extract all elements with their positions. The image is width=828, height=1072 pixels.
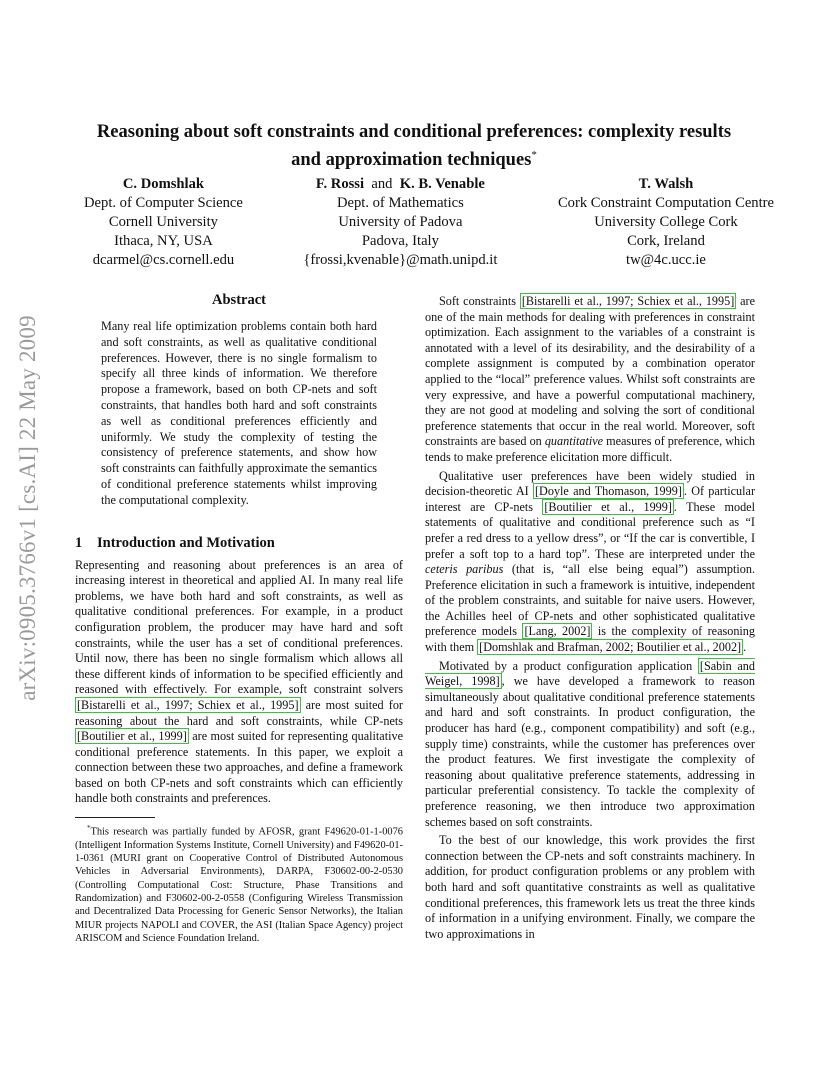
author-place: Cork, Ireland <box>627 233 705 249</box>
body-paragraph: To the best of our knowledge, this work provides the first connection between the CP-nets and soft constraints machinery. In addition, for product configuration problems or any problem with both hard and soft quantitative constraints as well as qualitative conditional preferences, this framework lets us treat the three kinds of information in a unifying environment. Finally, we compare the two approximations in <box>425 833 755 941</box>
section-heading <box>75 535 403 552</box>
citation-link[interactable]: [Boutilier et al., 1999] <box>77 729 187 744</box>
author-place: Padova, Italy <box>361 233 439 249</box>
citation-link[interactable]: [Bistarelli et al., 1997; Schiex et al., 1995] <box>77 697 299 712</box>
author-email: tw@4c.ucc.ie <box>626 252 706 268</box>
footnote-rule <box>75 817 155 818</box>
author-name: T. Walsh <box>638 176 694 192</box>
author-university: Cornell University <box>108 214 218 230</box>
author-dept: Dept. of Mathematics <box>336 195 464 211</box>
arxiv-stamp <box>8 268 48 748</box>
author-dept: Dept. of Computer Science <box>84 195 243 211</box>
citation-link[interactable]: [Bistarelli et al., 1997; Schiex et al., 1995] <box>521 294 735 308</box>
title-footnote-marker: * <box>531 149 537 161</box>
funding-footnote: *This research was partially funded by AFOSR, grant F49620-01-1-0076 (Intelligent Information Systems Institute, Cornell University) and F49620-01-1-0361 (MURI grant on Cooperative Control of Distributed Autonomous Vehicles in Adversarial Environments), DARPA, F30602-00-2-0530 (Controlling Computational Cost: Structure, Phase Transitions and Randomization) and F30602-00-2-0558 (Configuring Wireless Transmission and Decentralized Data Processing for Generic Sensor Networks), the Italian MIUR projects NAPOLI and COVER, the ASI (Italian Space Agency) project ARISCOM and Science Foundation Ireland. <box>75 824 403 944</box>
abstract-text: Many real life optimization problems contain both hard and soft constraints, as well as qualitative conditional preferences. However, there is no single formalism to specify all three kinds of information. We therefore propose a framework, based on both CP-nets and soft constraints, that handles both hard and soft constraints as well as conditional preferences efficiently and uniformly. We study the complexity of testing the consistency of preference statements, and show how soft constraints can faithfully approximate the semantics of conditional preference statements whilst improving the computational complexity. <box>101 319 377 507</box>
left-column <box>75 292 403 945</box>
paper-title <box>60 121 768 172</box>
section-title: Introduction and Motivation <box>97 534 275 551</box>
intro-paragraph: Representing and reasoning about preferences is an area of increasing interest in theoretical and applied AI. In many real life problems, we have both hard and soft constraints, as well as qualitative conditional preferences. For example, in a product configuration problem, the producer may have hard and soft constraints, while the user has a set of conditional preferences. Until now, there has been no single formalism which allows all these different kinds of information to be specified efficiently and reasoned with effectively. For example, soft constraint solvers [Bistarelli et al., 1997; Schiex et al., 1995] are most suited for reasoning about the hard and soft constraints, while CP-nets [Boutilier et al., 1999] are most suited for representing qualitative conditional preference statements. In this paper, we exploit a connection between these two approaches, and define a framework based on both CP-nets and soft constraints which can efficiently handle both constraints and preferences. <box>75 557 403 806</box>
body-paragraph: Qualitative user preferences have been widely studied in decision-theoretic AI [Doyle and Thomason, 1999] . Of particular interest are CP-nets [Boutilier et al., 1999] . These model statements of qualitative and conditional preference such as “I prefer a red dress to a yellow dress”, or “If the car is convertible, I prefer a soft top to a hard top”. These are interpreted under the ceteris paribus (that is, “all else being equal”) assumption. Preference elicitation in such a framework is intuitive, independent of the problem constraints, and suitable for naive users. However, the Achilles heel of CP-nets and other sophisticated qualitative preference models [Lang, 2002] is the complexity of reasoning with them [Domshlak and Brafman, 2002; Boutilier et al., 2002] . <box>425 468 755 655</box>
author-university: University College Cork <box>594 214 738 230</box>
author-place: Ithaca, NY, USA <box>114 233 213 249</box>
section-number: 1 <box>75 534 83 551</box>
author-email: dcarmel@cs.cornell.edu <box>92 252 235 268</box>
author-list <box>84 175 774 270</box>
arxiv-identifier: arXiv:0905.3766v1 [cs.AI] 22 May 2009 <box>15 315 41 701</box>
author-university: University of Padova <box>338 214 463 230</box>
author-name: F. Rossi and K. B. Venable <box>315 176 485 192</box>
title-line-2: and approximation techniques* <box>291 149 537 171</box>
author-name: C. Domshlak <box>122 176 204 192</box>
citation-link[interactable]: [Boutilier et al., 1999] <box>544 499 672 514</box>
citation-link[interactable]: [Doyle and Thomason, 1999] <box>535 484 682 499</box>
author-email: {frossi,kvenable}@math.unipd.it <box>303 252 498 268</box>
citation-link[interactable]: [Domshlak and Brafman, 2002; Boutilier et al., 2002] <box>479 640 742 655</box>
abstract-heading: Abstract <box>212 292 266 308</box>
citation-link[interactable]: [Sabin and Weigel, 1998] <box>425 658 755 689</box>
body-paragraph: Motivated by a product configuration application [Sabin and Weigel, 1998] , we have developed a framework to reason simultaneously about qualitative conditional preference statements and hard and soft constraints. In product configuration, the producer has hard (e.g., component compatibility) and soft (e.g., supply time) constraints, while the customer has preferences over the product features. We first investigate the complexity of reasoning about qualitative preference statements, addressing in particular preferential consistency. To tackle the complexity of preference reasoning, we then introduce two approximation schemes based on soft constraints. <box>425 658 755 829</box>
author-rossi-venable <box>303 175 497 270</box>
author-walsh <box>558 175 774 270</box>
author-dept: Cork Constraint Computation Centre <box>557 195 774 211</box>
citation-link[interactable]: [Lang, 2002] <box>524 624 591 639</box>
footnote-marker: * <box>87 824 91 833</box>
body-paragraph: Soft constraints [Bistarelli et al., 1997; Schiex et al., 1995] are one of the main methods for dealing with preferences in constraint optimization. Each assignment to the variables of a constraint is annotated with a level of its desirability, and the desirability of a complete assignment is computed by a combination operator applied to the “local” preference values. Whilst soft constraints are very expressive, and have a powerful computational machinery, they are not good at modeling and solving the sort of conditional preference statements that occur in the real world. Moreover, soft constraints are based on quantitative measures of preference, which tends to make preference elicitation more difficult. <box>425 294 755 464</box>
title-line-1: Reasoning about soft constraints and conditional preferences: complexity results <box>96 122 732 142</box>
author-domshlak <box>84 175 243 270</box>
right-column <box>425 294 755 942</box>
